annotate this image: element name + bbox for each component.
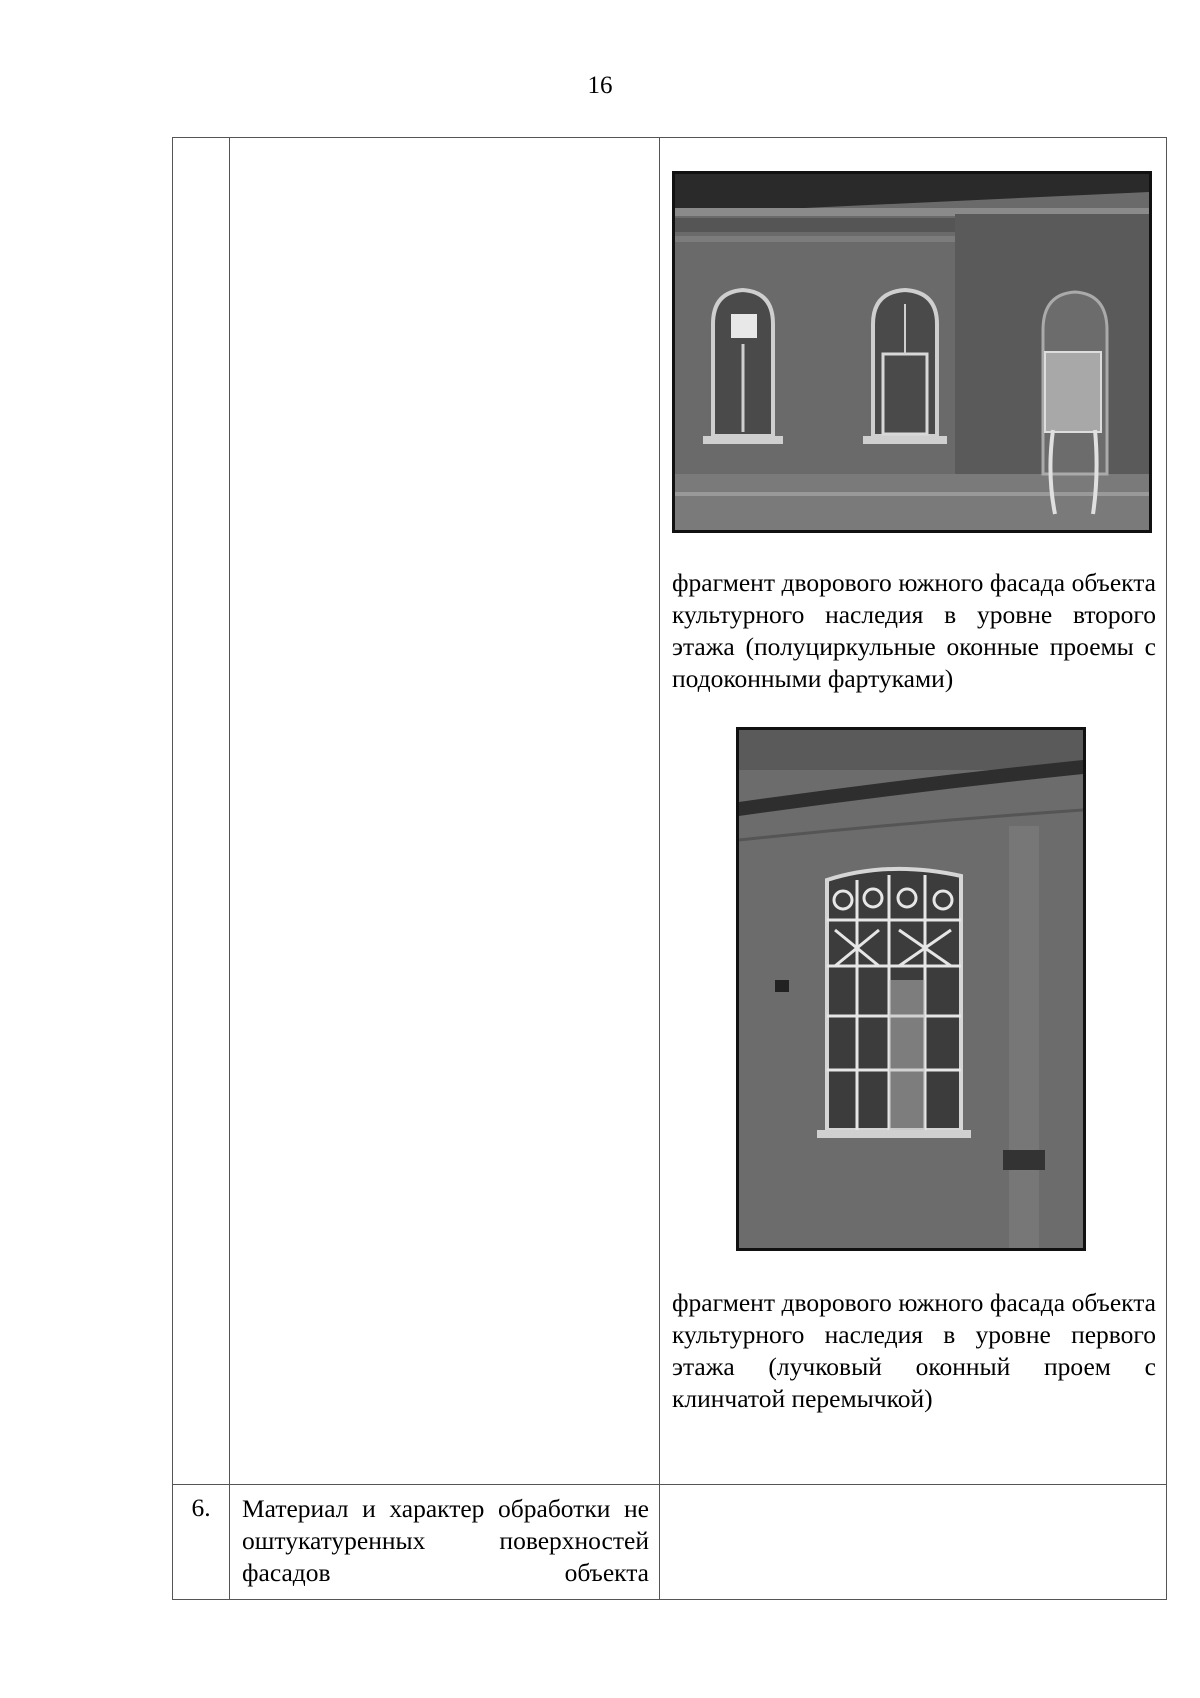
- heritage-table: [172, 137, 1167, 1600]
- row-description-cell: Материал и характер обработки не оштукатуренных поверхностей фасадов объекта: [230, 1485, 660, 1600]
- photo-caption-2: фрагмент дворового южного фасада объекта культурного наследия в уровне первого этажа (лучковый оконный проем с клинчатой перемычкой): [672, 1288, 1156, 1413]
- photo-cell: [660, 1485, 1167, 1600]
- row-number-cell: [173, 138, 230, 1485]
- row-number-cell: 6.: [173, 1485, 230, 1600]
- page-number: 16: [587, 72, 613, 99]
- row-description-cell: [230, 138, 660, 1485]
- table-row: [173, 138, 1167, 1485]
- facade-photo-second-floor: [672, 171, 1152, 533]
- facade-photo-first-floor: [736, 727, 1086, 1251]
- photo-caption-1: фрагмент дворового южного фасада объекта культурного наследия в уровне второго этажа (полуциркульные оконные проемы с подоконными фартуками): [672, 568, 1156, 693]
- photo-cell: [660, 138, 1167, 1485]
- table-row: [173, 1485, 1167, 1600]
